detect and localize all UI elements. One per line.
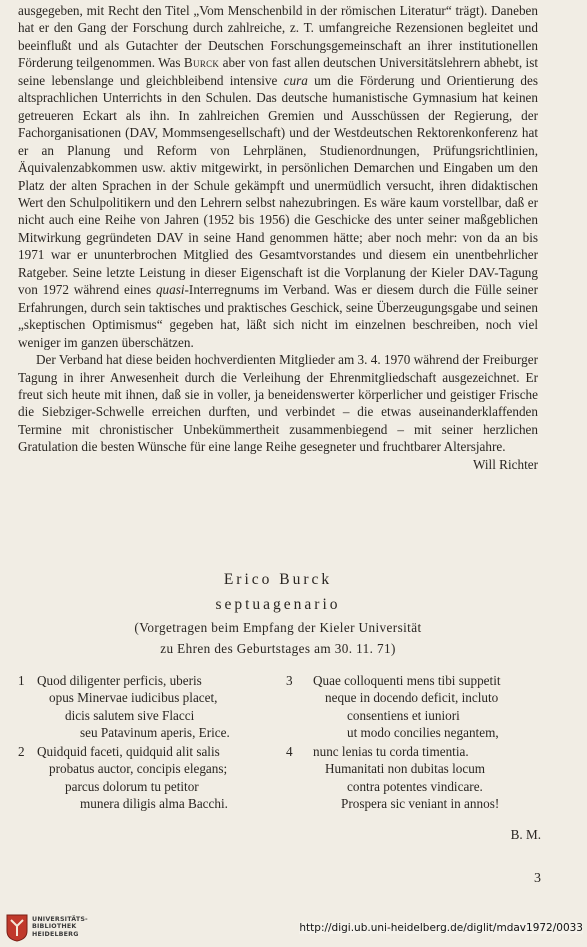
poem-title: Erico Burck <box>223 571 333 588</box>
stanza-number: 4 <box>286 744 293 759</box>
verse-line: Prospera sic veniant in annos! <box>341 796 500 812</box>
stanza-number: 3 <box>286 673 293 688</box>
text-run: -Interregnums im Verband. Was er diesem durch die Fülle seiner Erfahrungen, durch sein taktisches und praktisches Geschick, seine Überzeugungsgabe und seinen „skeptischen Optimismus“ gegeben hat, läßt sich nicht im einzelnen beschreiben, noch viel weniger im ganzen überschätzen. <box>18 282 539 350</box>
poem-subtitle: septuagenario <box>215 596 341 613</box>
verse-line: probatus auctor, concipis elegans; <box>49 761 228 777</box>
verse-line: Quidquid faceti, quidquid alit salis <box>37 744 220 759</box>
text-run: ausgegeben, mit Recht den Titel „Vom Menschenbild in der römischen Literatur“ trägt). Daneben hat er den Gang der Forschung durch zahlreiche, z. T. umfangreiche Rezensionen begleitet und beeinflußt und als Gutachter der Deutschen Forschungsgemeinschaft an ihrer institutionellen Förderung teilgenommen. Was <box>18 3 538 71</box>
article-text <box>18 2 538 473</box>
verse-line: consentiens et iuniori <box>347 707 460 723</box>
stanza-number: 1 <box>18 673 25 688</box>
poem-note-line-1: (Vorgetragen beim Empfang der Kieler Universität <box>134 620 422 635</box>
paragraph-2 <box>18 351 538 472</box>
footer-bar <box>0 908 587 947</box>
verse-line: contra potentes vindicare. <box>347 778 483 794</box>
stanza-2 <box>18 743 278 815</box>
verse-line: opus Minervae iudicibus placet, <box>49 690 218 706</box>
source-url-link[interactable]: http://digi.ub.uni-heidelberg.de/diglit/mdav1972/0033 <box>299 922 583 934</box>
verse-line: Quod diligenter perficis, uberis <box>37 673 202 688</box>
text-run: Der Verband hat diese beiden hochverdienten Mitglieder am 3. 4. 1970 während der Freiburger Tagung in ihrer Anwesenheit durch die Verleihung der Ehrenmitgliedschaft ausgezeichnet. Er freut sich heute mit ihnen, daß sie in voller, ja beneidenswerter körperlicher und geistiger Frische die Siebziger-Schwelle erreichen durften, und verbindet – die etwas auseinanderklaffenden Termine mit chronistischer Unbekümmertheit zusammenbiegend – mit seiner herzlichen Gratulation die besten Wünsche für eine lange Reihe gesegneter und fruchtbarer Altersjahre. <box>18 352 538 455</box>
verse-line: nunc lenias tu corda timentia. <box>313 744 469 759</box>
verse-line: Quae colloquenti mens tibi suppetit <box>313 673 501 688</box>
stanza-4 <box>286 743 541 815</box>
verse-line: parcus dolorum tu petitor <box>65 778 199 794</box>
verse-line: munera diligis alma Bacchi. <box>80 796 228 812</box>
stanza-3 <box>286 672 541 744</box>
library-name-line: HEIDELBERG <box>32 930 79 938</box>
verse-line: neque in docendo deficit, incluto <box>325 690 499 706</box>
latin-word-cura: cura <box>283 72 308 88</box>
poem-note-line-2: zu Ehren des Geburtstages am 30. 11. 71) <box>160 641 396 656</box>
library-name-line: UNIVERSITÄTS- <box>32 916 88 923</box>
verse-line: Humanitati non dubitas locum <box>325 761 486 777</box>
library-name <box>32 916 88 938</box>
library-name-line: BIBLIOTHEK <box>32 923 77 931</box>
verse-line: ut modo concilies negantem, <box>347 725 499 741</box>
verse-line: dicis salutem sive Flacci <box>65 707 195 723</box>
stanza-1 <box>18 672 278 744</box>
latin-word-quasi: quasi <box>155 282 185 298</box>
page-number: 3 <box>534 871 541 886</box>
poem-author-initials: B. M. <box>510 827 541 842</box>
verse-line: seu Patavinum aperis, Erice. <box>80 725 230 741</box>
text-run: um die Förderung und Orientierung des altsprachlichen Unterrichts in den Schulen. Das deutsche humanistische Gymnasium hat keinen getreueren Eckart als ihn. In zahlreichen Gremien und Ausschüssen der Regierung, der Fachorganisationen (DAV, Mommsengesellschaft) und der Westdeutschen Rektorenkonferenz hat er an Planung und Reform von Lehrplänen, Studienordnungen, Prüfungsrichtlinien, Äquivalenzabkommen usw. aktiv mitgewirkt, in persönlichen Demarchen und Eingaben um den Platz der alten Sprachen in der Schule gekämpft und unermüdlich versucht, ihren didaktischen Wert den Schulpolitikern und den Lehrern selbst nahezubringen. Es wäre kaum vorstellbar, daß er nicht auch eine Reihe von Jahren (1952 bis 1956) die Geschicke des unter seiner maßgeblichen Mitwirkung gegründeten DAV in seine Hand genommen hätte; aber noch mehr: von da an bis 1971 war er ununterbrochen Mitglied des Gesamtvorstandes und diesem ein unentbehrlicher Ratgeber. Seine letzte Leistung in dieser Eigenschaft ist die Vorplanung der Kieler DAV-Tagung von 1972 während eines <box>18 72 539 298</box>
author-signature: Will Richter <box>472 456 538 472</box>
name-burck: Burck <box>183 55 220 71</box>
paragraph-1 <box>18 2 538 351</box>
text-run: aber von fast allen deutschen Universitätslehrern abhebt, ist seine lebenslange und gleichbleibend intensive <box>18 55 539 88</box>
university-seal-icon <box>6 914 28 942</box>
stanza-number: 2 <box>18 744 25 759</box>
